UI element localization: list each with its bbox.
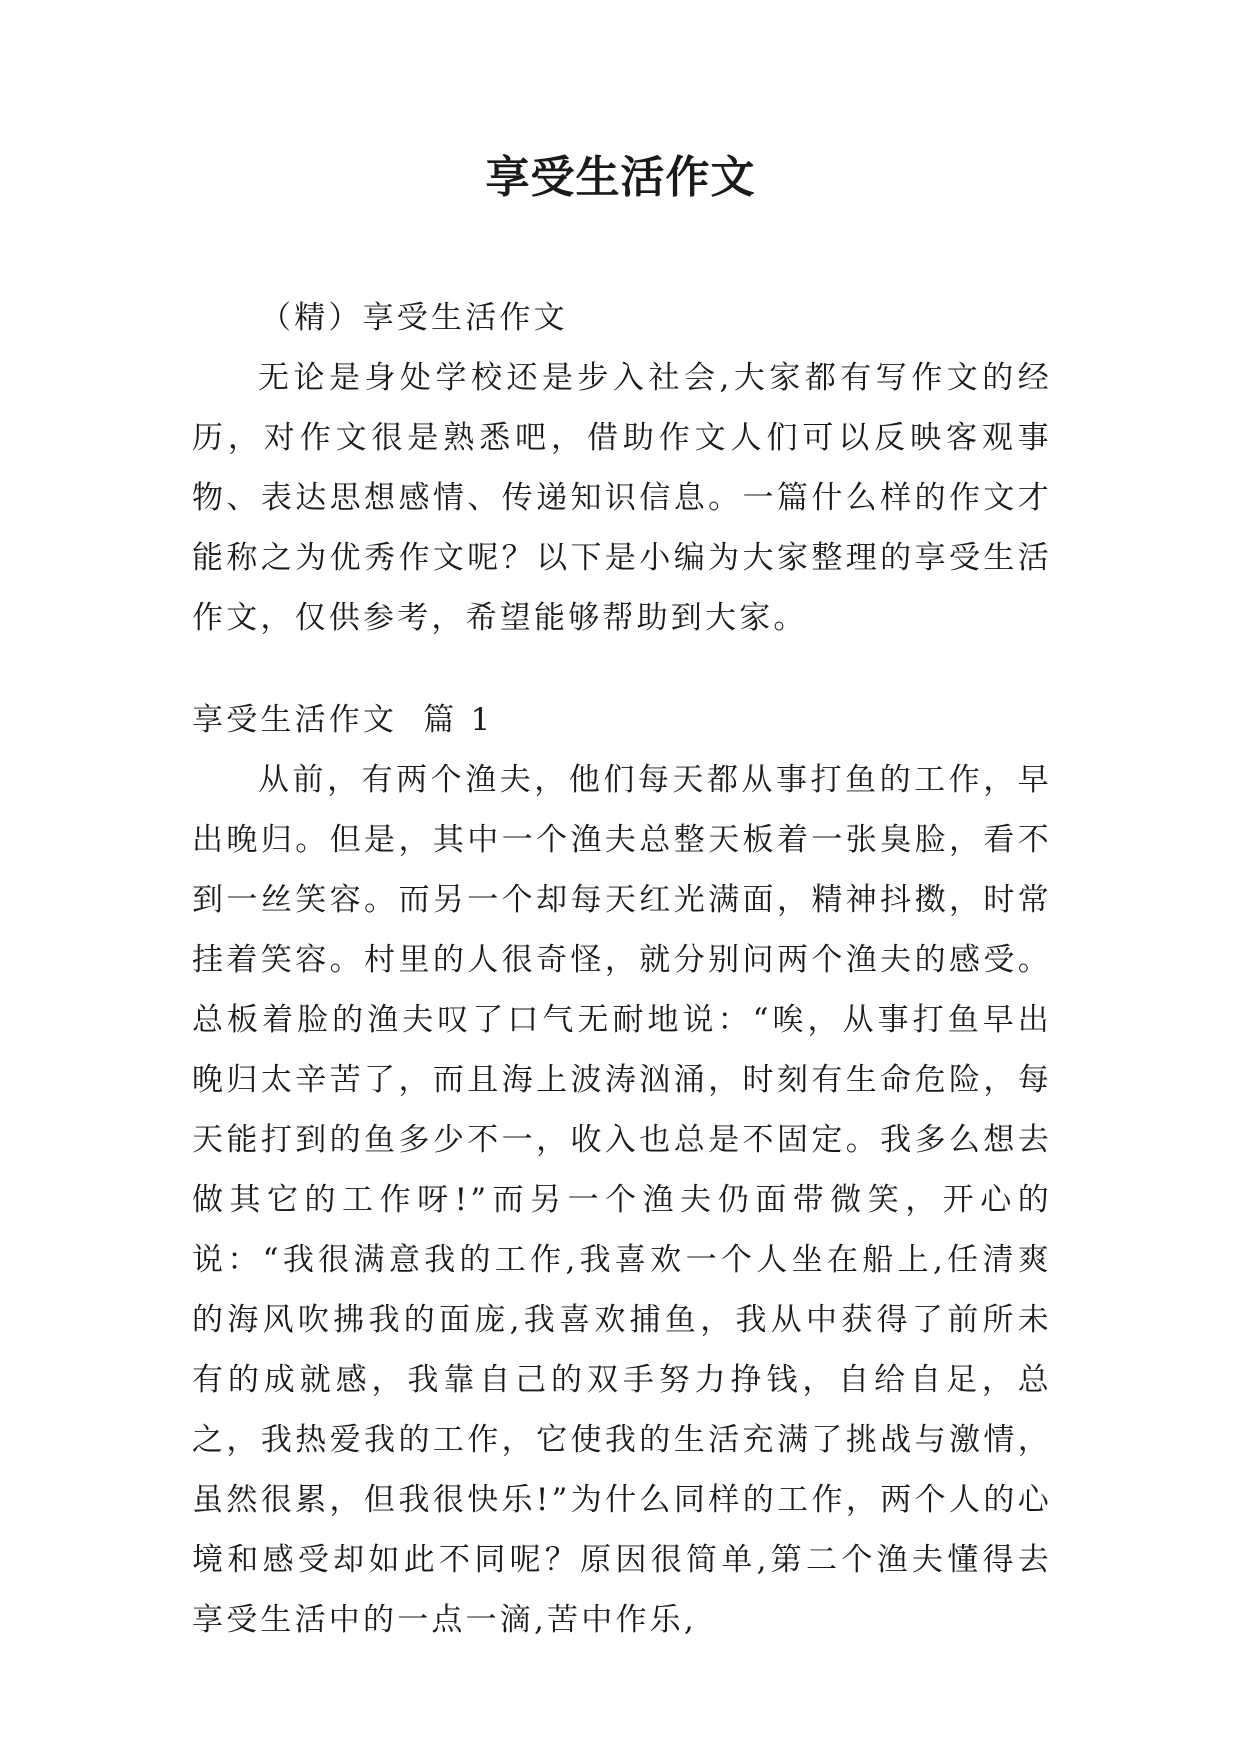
document-subtitle: （精）享受生活作文 (260, 300, 568, 336)
intro-paragraph: 无论是身处学校还是步入社会,大家都有写作文的经历，对作文很是熟悉吧，借助作文人们可以反映客观事物、表达思想感情、传递知识信息。一篇什么样的作文才能称之为优秀作文呢？以下是小编为大家整理的享受生活作文，仅供参考，希望能够帮助到大家。 (192, 360, 1052, 636)
section-paragraph: 从前，有两个渔夫，他们每天都从事打鱼的工作，早出晚归。但是，其中一个渔夫总整天板着一张臭脸，看不到一丝笑容。而另一个却每天红光满面，精神抖擞，时常挂着笑容。村里的人很奇怪，就分别问两个渔夫的感受。总板着脸的渔夫叹了口气无耐地说：“唉，从事打鱼早出晚归太辛苦了，而且海上波涛汹涌，时刻有生命危险，每天能打到的鱼多少不一，收入也总是不固定。我多么想去做其它的工作呀!”而另一个渔夫仍面带微笑，开心的说：“我很满意我的工作,我喜欢一个人坐在船上,任清爽的海风吹拂我的面庞,我喜欢捕鱼，我从中获得了前所未有的成就感，我靠自己的双手努力挣钱，自给自足，总之，我热爱我的工作，它使我的生活充满了挑战与激情，虽然很累，但我很快乐!”为什么同样的工作，两个人的心境和感受却如此不同呢？原因很简单,第二个渔夫懂得去享受生活中的一点一滴,苦中作乐, (192, 762, 1052, 1638)
section-heading: 享受生活作文 篇 1 (192, 702, 494, 738)
document-title: 享受生活作文 (485, 152, 756, 203)
